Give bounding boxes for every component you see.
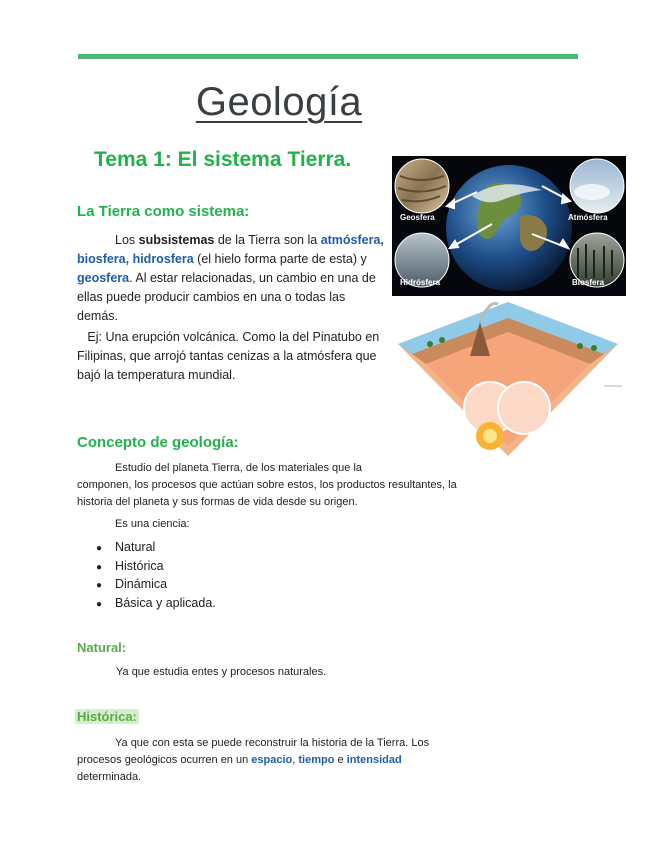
subheading-historica: Histórica: bbox=[77, 709, 137, 724]
earth-layers-diagram bbox=[390, 296, 628, 462]
paragraph-example: Ej: Una erupción volcánica. Como la del Pinatubo en Filipinas, que arrojó tantas cenizas a la atmósfera que bajó la temperatura mundial. bbox=[77, 330, 380, 382]
ciencia-intro: Es una ciencia: bbox=[115, 518, 190, 530]
list-item: ● Básica y aplicada. bbox=[96, 595, 216, 610]
topic-title: Tema 1: El sistema Tierra. bbox=[94, 148, 352, 171]
paragraph-natural: Ya que estudia entes y procesos naturales. bbox=[116, 666, 327, 678]
top-rule bbox=[78, 54, 578, 59]
ciencia-list bbox=[96, 538, 216, 612]
label-geosfera: Geosfera bbox=[400, 213, 435, 222]
paragraph-subsistemas: Los subsistemas de la Tierra son la atmósfera, biosfera, hidrosfera (el hielo forma parte de esta) y geosfera. Al estar relacionadas, un cambio en una de ellas puede producir cambios en una o todas las demás. bbox=[77, 233, 384, 323]
list-item: ● Histórica bbox=[96, 558, 164, 573]
label-hidrosfera: Hidrósfera bbox=[400, 278, 441, 287]
label-biosfera: Biosfera bbox=[572, 278, 605, 287]
list-item: ● Dinámica bbox=[96, 577, 168, 591]
paragraph-definition: Estudio del planeta Tierra, de los materiales que la componen, los procesos que actúan sobre estos, los productos resultantes, la historia del planeta y sus formas de vida desde su origen. bbox=[77, 462, 457, 508]
list-item: ● Natural bbox=[96, 540, 156, 554]
label-atmosfera: Atmósfera bbox=[568, 213, 608, 222]
earth-subsystems-image bbox=[392, 156, 626, 296]
paragraph-historica: Ya que con esta se puede reconstruir la historia de la Tierra. Los procesos geológicos ocurren en un espacio, tiempo e intensidad determinada. bbox=[77, 737, 430, 783]
section-heading-concepto: Concepto de geología: bbox=[77, 434, 239, 451]
subheading-natural: Natural: bbox=[77, 640, 127, 655]
section-heading-sistema: La Tierra como sistema: bbox=[77, 203, 250, 220]
document-title: Geología bbox=[195, 80, 363, 124]
